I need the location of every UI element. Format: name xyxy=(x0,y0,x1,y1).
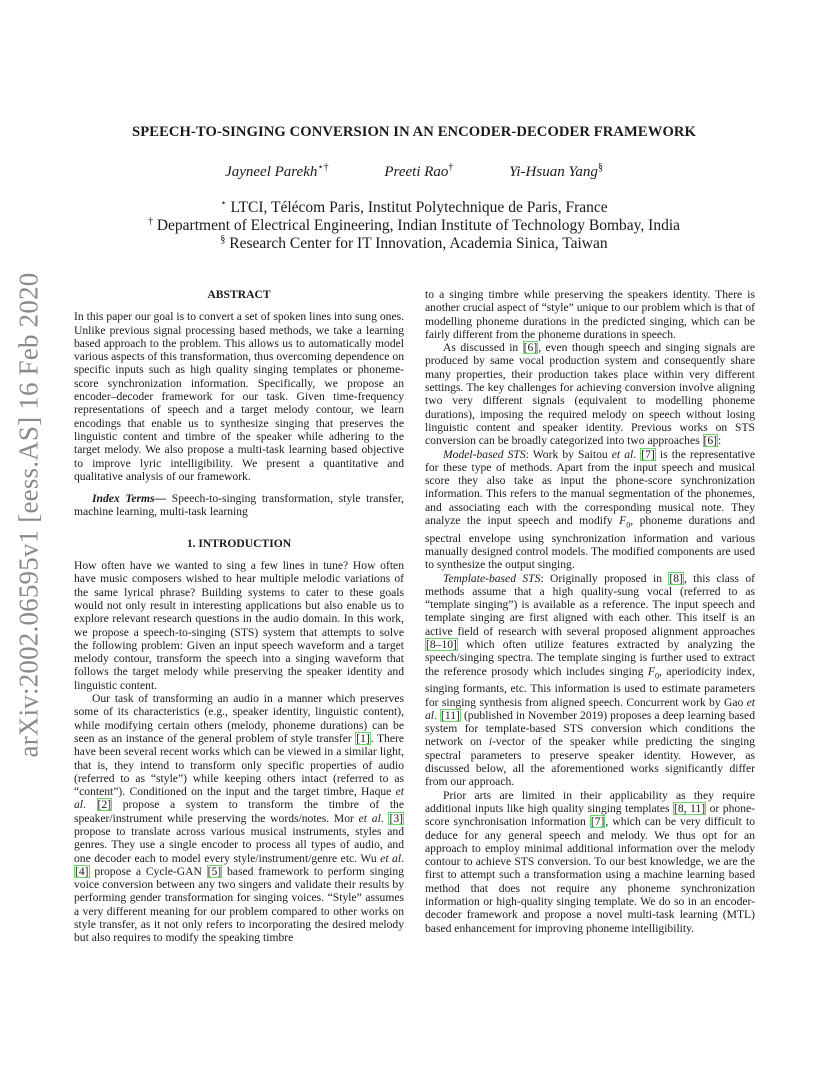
body-paragraph: Model-based STS: Work by Saitou et al. [7] is the representative for these type of methods. Apart from the input speech and musical score they also take as input the phone-score synchronization information. This refers to the manual segmentation of the phonemes, and associating each with the corresponding musical note. They analyze the input speech and modify $F_0$, phoneme durations and spectral envelope using synchronization information and various manually designed control models. The modified components are used to synthesize the output singing. xyxy=(425,447,755,572)
citation-link[interactable]: [8–10] xyxy=(426,638,457,652)
affiliation: § Research Center for IT Innovation, Academia Sinica, Taiwan xyxy=(220,234,608,253)
right-column xyxy=(425,288,755,935)
body-paragraph: Our task of transforming an audio in a manner which preserves some of its characteristics (e.g., speaker identity, linguistic content), while modifying certain others (melody, phoneme durations) can be seen as an instance of the general problem of style transfer [1]. There have been several recent works which can be viewed in a similar light, that is, they intend to transform only specific properties of audio (referred to as “style”) while keeping others intact (referred to as “content”). Conditioned on the input and the target timbre, Haque et al. [2] propose a system to transform the timbre of the speaker/instrument while preserving the words/notes. Mor et al. [3] propose to translate across various musical instruments, styles and genres. They use a single encoder to process all types of audio, and one decoder each to model every style/instrument/genre etc. Wu et al. [4] propose a Cycle-GAN [5] based framework to perform singing voice conversion between any two singers and validate their results by performing gender transformation for singing voices. “Style” assumes a very different meaning for our problem compared to other works on style transfer, as it not only refers to incorporating the desired melody but also requires to modify the speaking timbre xyxy=(74,692,405,945)
author: Yi-Hsuan Yang§ xyxy=(509,162,603,180)
author: Jayneel Parekh⋆† xyxy=(225,162,329,180)
left-column xyxy=(74,288,404,945)
abstract-text: In this paper our goal is to convert a set of spoken lines into sung ones. Unlike previous signal processing based methods, we take a learning based approach to the problem. This allows us to automatically model various aspects of this transformation, thus overcoming dependence on specific inputs such as high quality singing templates or phoneme-score synchronization information. Specifically, we propose an encoder–decoder framework for our task. Given time-frequency representations of speech and a target melody contour, we learn encodings that enable us to synthesize singing that preserves the linguistic content and timbre of the speaker while adhering to the target melody. We also propose a multi-task learning based objective to improve lyric intelligibility. We present a quantitative and qualitative analysis of our framework. xyxy=(74,310,404,483)
citation-link[interactable]: [7] xyxy=(590,815,605,829)
arxiv-stamp xyxy=(6,272,52,758)
index-terms: Index Terms— Speech-to-singing transformation, style transfer, machine learning, multi-task learning xyxy=(74,492,404,519)
citation-link[interactable]: [11] xyxy=(441,708,460,722)
citation-link[interactable]: [6] xyxy=(523,341,538,355)
affiliation: ⋆ LTCI, Télécom Paris, Institut Polytechnique de Paris, France xyxy=(220,198,608,217)
body-paragraph: As discussed in [6], even though speech and singing signals are produced by same vocal production system and consequently share many properties, their production takes place within very different settings. The key challenges for achieving conversion involve aligning two very different signals (equivalent to modelling phoneme durations), imposing the required melody on speech without losing linguistic content and speaker identity. Previous works on STS conversion can be broadly categorized into two approaches [6]: xyxy=(425,341,755,448)
citation-link[interactable]: [5] xyxy=(207,864,222,878)
arxiv-stamp-text: arXiv:2002.06595v1 [eess.AS] 16 Feb 2020 xyxy=(13,272,44,758)
citation-link[interactable]: [8, 11] xyxy=(674,801,706,815)
affiliation: † Department of Electrical Engineering, Indian Institute of Technology Bombay, India xyxy=(147,216,681,235)
section-heading: 1. INTRODUCTION xyxy=(186,536,292,550)
body-paragraph: How often have we wanted to sing a few lines in tune? How often have music composers wished to hear multiple melodic variations of the same lyrical phrase? Building systems to cater to these goals would not only result in interesting applications but also enable us to explore relevant research questions in the audio domain. In this work, we propose a speech-to-singing (STS) system that attempts to solve the following problem: Given an input speech waveform and a target melody contour, transform the speech into a singing waveform that follows the target melody while preserving the speaker identity and linguistic content. xyxy=(74,559,404,692)
citation-link[interactable]: [6] xyxy=(703,434,718,448)
abstract-heading: ABSTRACT xyxy=(207,288,271,301)
body-paragraph: Prior arts are limited in their applicability as they require additional inputs like high quality singing templates [8, 11] or phone-score synchronisation information [7], which can be very difficult to deduce for any general speech and melody. We thus opt for an approach to employ minimal additional information over the melody contour to achieve STS conversion. To our best knowledge, we are the first to attempt such a transformation using a machine learning based method that does not require any phoneme synchronization information or high-quality singing template. We do so in an encoder-decoder framework and propose a novel multi-task learning (MTL) based enhancement for improving phoneme intelligibility. xyxy=(425,788,755,935)
citation-link[interactable]: [2] xyxy=(97,798,112,812)
citation-link[interactable]: [1] xyxy=(356,731,370,745)
citation-link[interactable]: [4] xyxy=(75,864,89,878)
body-paragraph: Template-based STS: Originally proposed in [8], this class of methods assume that a high quality-sung vocal (referred to as “template singing”) is available as a reference. The input speech and template singing are first aligned with each other. This itself is an active field of research with several proposed alignment approaches [8–10] which often utilize features extracted by analyzing the speech/singing spectra. The template singing is further used to extract the reference prosody which includes singing $F_0$, aperiodicity index, singing formants, etc. This information is used to estimate parameters for singing synthesis from aligned speech. Concurrent work by Gao et al. [11] (published in November 2019) proposes a deep learning based system for template-based STS conversion which conditions the network on i-vector of the speaker while predicting the singing spectral parameters to preserve speaker identity. However, as discussed below, all the aforementioned works significantly differ from our approach. xyxy=(425,571,756,789)
paper-title: SPEECH-TO-SINGING CONVERSION IN AN ENCODER-DECODER FRAMEWORK xyxy=(132,124,696,140)
body-paragraph: to a singing timbre while preserving the speakers identity. There is another crucial aspect of “style” unique to our problem which is that of modelling phoneme durations in the predicted singing, which can be fairly different from the phoneme durations in speech. xyxy=(425,288,755,341)
citation-link[interactable]: [8] xyxy=(669,571,683,585)
citation-link[interactable]: [7] xyxy=(641,447,655,461)
author: Preeti Rao† xyxy=(384,162,454,180)
author-list xyxy=(0,162,828,181)
citation-link[interactable]: [3] xyxy=(389,811,404,825)
